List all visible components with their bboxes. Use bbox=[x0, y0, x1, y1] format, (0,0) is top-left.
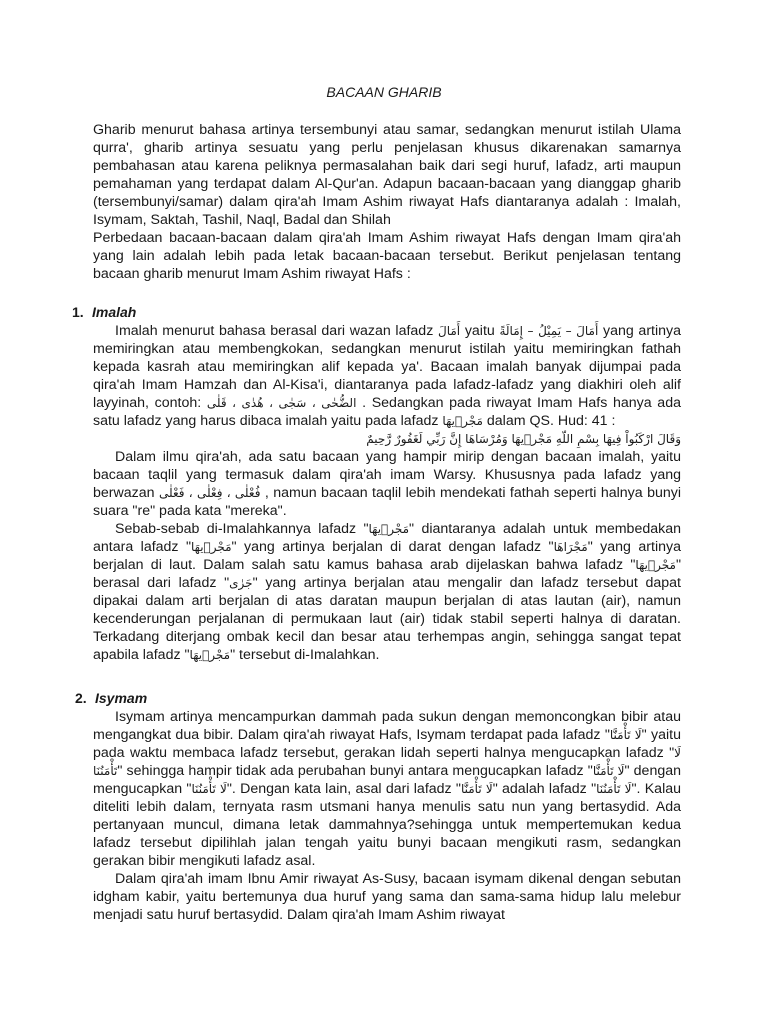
imalah-paragraph-3: Sebab-sebab di-Imalahkannya lafadz "مَجْرٖيهَا" diantaranya adalah untuk membedakan antara lafadz "مَجْرٖيهَا" yang artinya berjalan di darat dengan lafadz "مَجْرَاهَا" yang artinya berjalan di laut. Dalam salah satu kamus bahasa arab dijelaskan bahwa lafadz "مَجْرٖيهَا" berasal dari lafadz "جَرٰى" yang artinya berjalan atau mengalir dan lafadz tersebut dapat dipakai dalam arti berjalan di atas daratan maupun berjalan di atas lautan (air), namun kecenderungan perjalanan di permukaan laut (air) tidak stabil seperti halnya di daratan. Terkadang diterjang ombak kecil dan besar atau terhempas angin, sehingga sangat tepat apabila lafadz "مَجْرٖيهَا" tersebut di-Imalahkan. bbox=[93, 521, 681, 663]
quran-verse: وَقَالَ ارْكَبُواْ فِيهَا بِسْمِ اللّهِ مَجْرٖيهَا وَمُرْسَاهَا إِنَّ رَبِّي لَغَفُورٌ رَّحِيمٌ bbox=[366, 432, 681, 446]
arabic-wazan: فُعْلٰى ، فِعْلٰى ، فَعْلٰى bbox=[158, 486, 261, 500]
arabic-amala: أَمَالَ bbox=[437, 324, 461, 338]
imalah-section bbox=[93, 322, 681, 664]
imalah-paragraph-2: Dalam ilmu qira'ah, ada satu bacaan yang hampir mirip dengan bacaan imalah, yaitu bacaan taqlil yang termasuk dalam qira'ah imam Warsy. Khususnya pada lafadz yang berwazan فُعْلٰى ، فِعْلٰى ، فَعْلٰى , namun bacaan taqlil lebih mendekati fathah seperti halnya bunyi suara "re" pada kata "mereka". bbox=[93, 449, 681, 519]
isymam-paragraph-1: Isymam artinya mencampurkan dammah pada sukun dengan memoncongkan bibir atau mengangkat dua bibir. Dalam qira'ah riwayat Hafs, Isymam terdapat pada lafadz "لَا تَأْمَنَّا" yaitu pada waktu membaca lafadz tersebut, gerakan lidah seperti halnya mengucapkan lafadz "لَا تَأْمَنُنَا" sehingga hampir tidak ada perubahan bunyi antara mengucapkan lafadz "لَا تَأْمَنَّا" dengan mengucapkan "لَا تَأْمَنُنَا". Dengan kata lain, asal dari lafadz "لَا تَأْمَنَّا" adalah lafadz "لَا تَأْمَنُنَا". Kalau diteliti lebih dalam, ternyata rasm utsmani hanya menulis satu nun yang bertasydid. Ada pertanyaan muncul, dimana letak dammahnya?sehingga untuk mempertemukan kedua lafadz tersebut dipilihlah jalan tengah yaitu bunyi bacaan mengikuti rasm, sedangkan gerakan bibir mengikuti lafadz asal. bbox=[93, 709, 682, 869]
arabic-examples: الضُّحٰى ، سَجٰى ، هُدٰى ، قَلٰى bbox=[206, 396, 357, 410]
arabic-conjugation: أَمَالَ – يَمِيْلُ – إِمَالَةً bbox=[499, 324, 599, 338]
arabic-majreha: مَجْرٖيهَا bbox=[442, 414, 483, 428]
page-title: BACAAN GHARIB bbox=[326, 84, 442, 100]
isymam-paragraph-2: Dalam qira'ah imam Ibnu Amir riwayat As-Susy, bacaan isymam dikenal dengan sebutan idgham kabir, yaitu bertemunya dua huruf yang sama dan sama-sama hidup lalu melebur menjadi satu huruf bertasydid. Dalam qira'ah Imam Ashim riwayat bbox=[93, 871, 681, 923]
intro-paragraph-1: Gharib menurut bahasa artinya tersembunyi atau samar, sedangkan menurut istilah Ulama qurra', gharib artinya sesuatu yang perlu penjelasan khusus dikarenakan samarnya pembahasan atau karena peliknya permasalahan baik dari segi huruf, lafadz, arti maupun pemahaman yang terdapat dalam Al-Qur'an. Adapun bacaan-bacaan yang dianggap gharib (tersembunyi/samar) dalam qira'ah Imam Ashim riwayat Hafs diantaranya adalah : Imalah, Isymam, Saktah, Tashil, Naql, Badal dan Shilah bbox=[93, 122, 681, 228]
intro-section bbox=[93, 121, 681, 283]
section-heading-imalah: 1. Imalah bbox=[72, 304, 137, 320]
isymam-section bbox=[93, 708, 681, 924]
imalah-paragraph-1: Imalah menurut bahasa berasal dari wazan lafadz أَمَالَ yaitu أَمَالَ – يَمِيْلُ – إِمَالَةً yang artinya memiringkan atau membengkokan, sedangkan menurut istilah yaitu memiringkan fathah kepada kasrah atau memiringkan alif kepada ya'. Bacaan imalah banyak dijumpai pada qira'ah Imam Hamzah dan Al-Kisa'i, diantaranya pada lafadz-lafadz yang diakhiri oleh alif layyinah, contoh: الضُّحٰى ، سَجٰى ، هُدٰى ، قَلٰى . Sedangkan pada riwayat Imam Hafs hanya ada satu lafadz yang harus dibaca imalah yaitu pada lafadz مَجْرٖيهَا dalam QS. Hud: 41 : bbox=[93, 323, 682, 429]
section-heading-isymam: 2. Isymam bbox=[75, 690, 148, 706]
intro-paragraph-2: Perbedaan bacaan-bacaan dalam qira'ah Imam Ashim riwayat Hafs dengan Imam qira'ah yang lain adalah lebih pada letak bacaan-bacaan tersebut. Berikut penjelasan tentang bacaan gharib menurut Imam Ashim riwayat Hafs : bbox=[93, 230, 681, 282]
